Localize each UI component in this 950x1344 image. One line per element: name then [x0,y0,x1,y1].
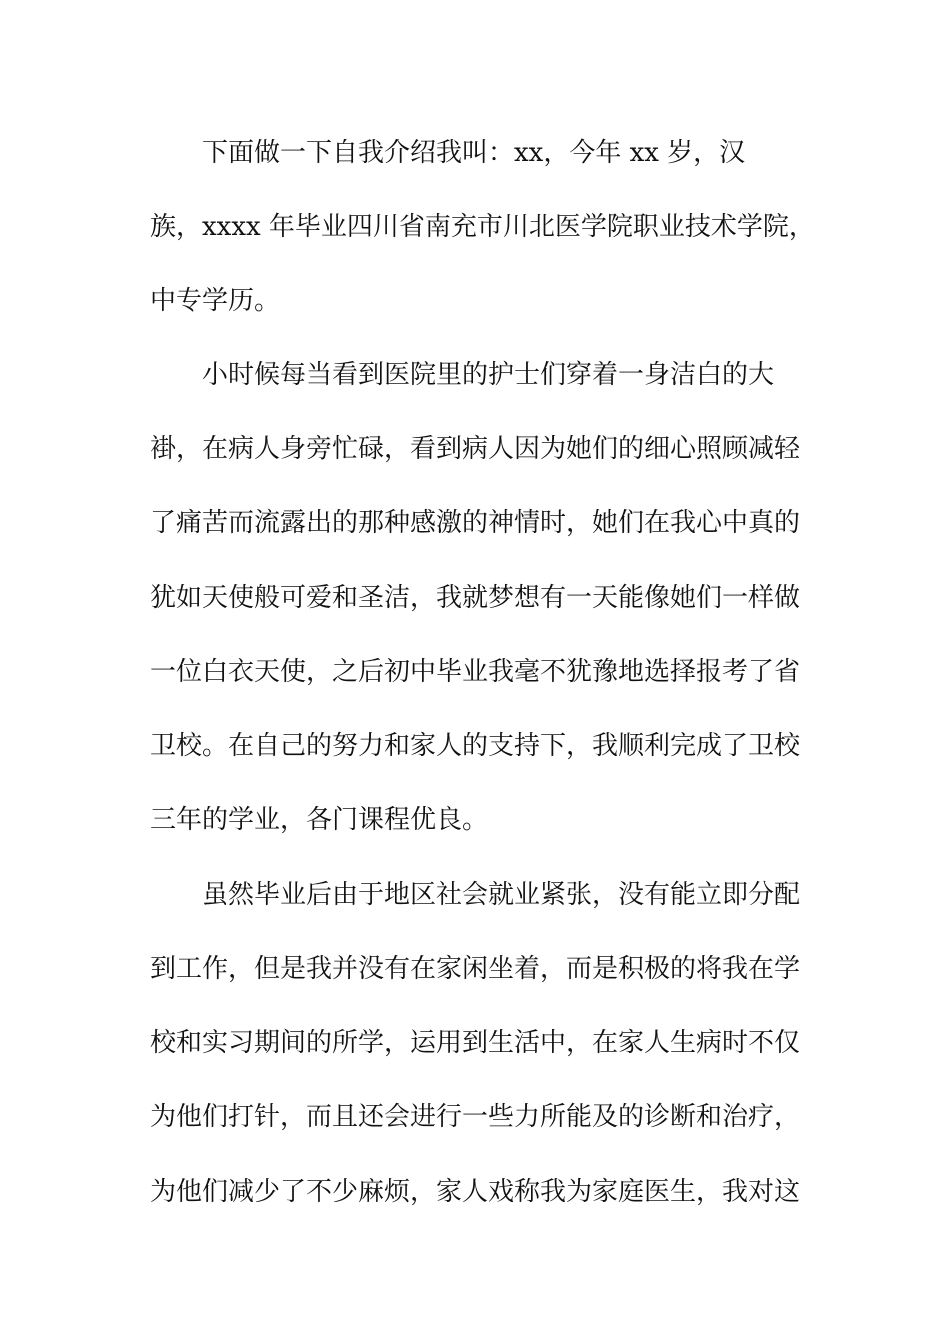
paragraph-3-line-5: 为他们减少了不少麻烦，家人戏称我为家庭医生，我对这 [150,1177,801,1207]
paragraph-1-line-2: 族，xxxx 年毕业四川省南充市川北医学院职业技术学院， [150,212,815,242]
paragraph-2-line-3: 了痛苦而流露出的那种感激的神情时，她们在我心中真的 [150,508,801,538]
paragraph-2-line-5: 一位白衣天使，之后初中毕业我毫不犹豫地选择报考了省 [150,657,801,687]
paragraph-3-line-2: 到工作，但是我并没有在家闲坐着，而是积极的将我在学 [150,954,801,984]
paragraph-1-line-1: 下面做一下自我介绍我叫：xx，今年 xx 岁，汉 [202,138,746,168]
paragraph-2-line-7: 三年的学业，各门课程优良。 [150,805,489,835]
paragraph-1-line-3: 中专学历。 [150,286,281,316]
paragraph-3-line-3: 校和实习期间的所学，运用到生活中，在家人生病时不仅 [150,1028,801,1058]
paragraph-3-line-1: 虽然毕业后由于地区社会就业紧张，没有能立即分配 [202,880,801,910]
paragraph-2-line-2: 褂，在病人身旁忙碌，看到病人因为她们的细心照顾减轻 [150,434,801,464]
paragraph-2-line-4: 犹如天使般可爱和圣洁，我就梦想有一天能像她们一样做 [150,583,801,613]
paragraph-3-line-4: 为他们打针，而且还会进行一些力所能及的诊断和治疗， [150,1102,801,1132]
paragraph-2-line-6: 卫校。在自己的努力和家人的支持下，我顺利完成了卫校 [150,731,801,761]
paragraph-2-line-1: 小时候每当看到医院里的护士们穿着一身洁白的大 [202,360,775,390]
